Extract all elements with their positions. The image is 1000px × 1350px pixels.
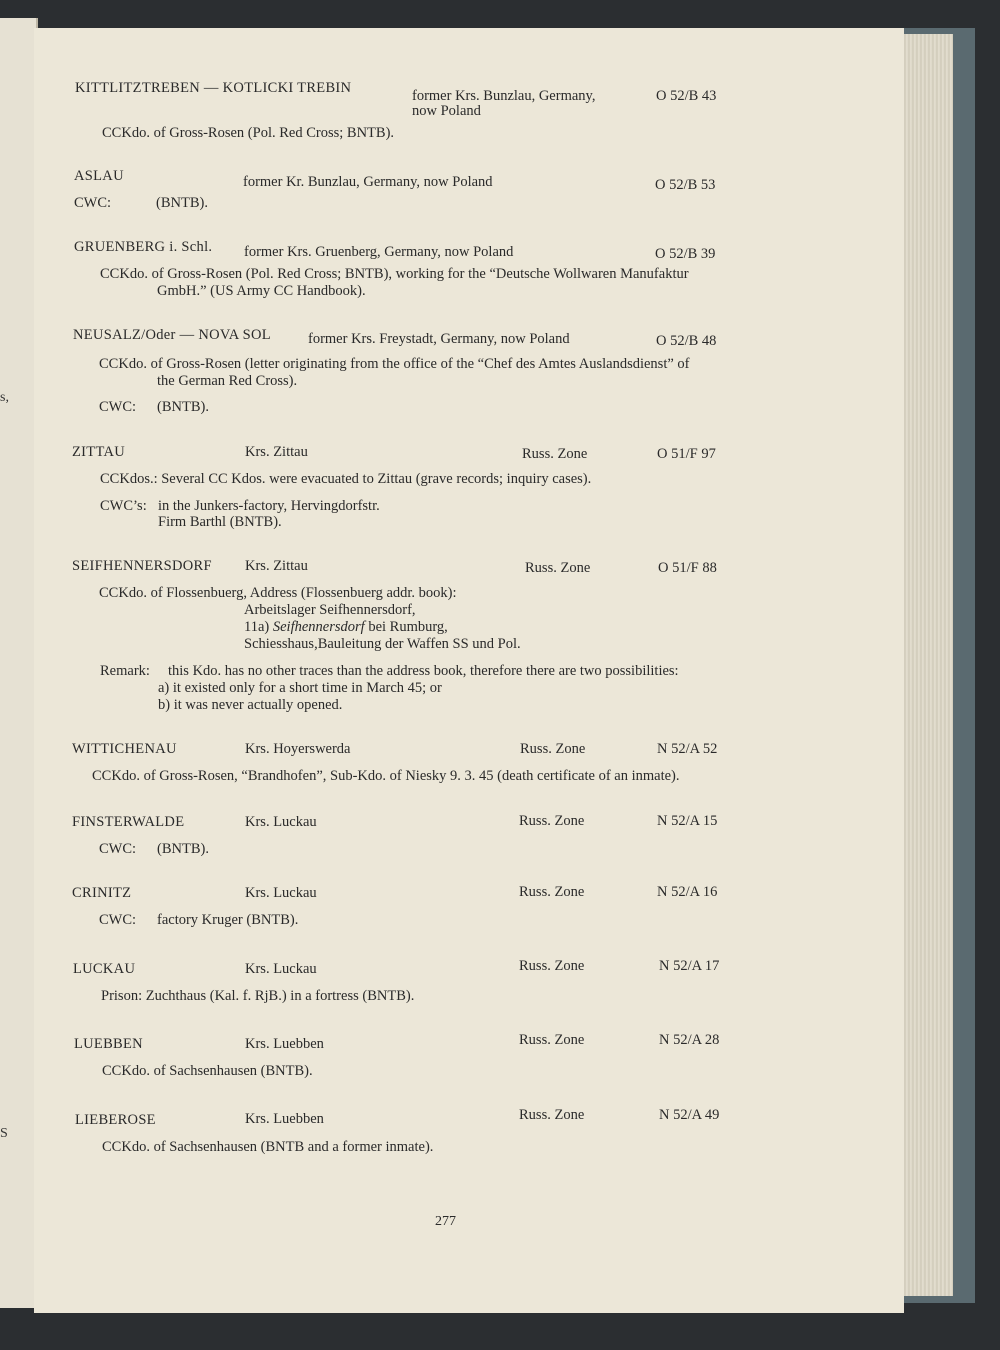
entry-note: b) it was never actually opened. bbox=[158, 697, 343, 713]
entry-note bbox=[244, 619, 448, 636]
entry-zone: Russ. Zone bbox=[519, 1032, 585, 1048]
entry-note: CCKdo. of Sachsenhausen (BNTB). bbox=[102, 1063, 313, 1079]
entry-name: KITTLITZTREBEN — KOTLICKI TREBIN bbox=[75, 80, 352, 96]
entry-grid-ref: O 52/B 53 bbox=[655, 177, 716, 193]
entry-district: Krs. Luebben bbox=[245, 1111, 324, 1127]
entry-grid-ref: N 52/A 17 bbox=[659, 958, 720, 974]
entry-grid-ref: N 52/A 52 bbox=[657, 741, 718, 757]
entry-grid-ref: N 52/A 28 bbox=[659, 1032, 720, 1048]
entry-zone: Russ. Zone bbox=[519, 813, 585, 829]
entry-note: in the Junkers-factory, Hervingdorfstr. bbox=[158, 498, 380, 514]
entry-note: Prison: Zuchthaus (Kal. f. RjB.) in a fortress (BNTB). bbox=[101, 988, 415, 1004]
entry-note-label: CWC: bbox=[74, 195, 112, 211]
entry-grid-ref: N 52/A 15 bbox=[657, 813, 718, 829]
entry-note-label: CWC: bbox=[99, 912, 137, 928]
entry-zone: Russ. Zone bbox=[519, 884, 585, 900]
entry-note: (BNTB). bbox=[156, 195, 208, 211]
entry-zone: Russ. Zone bbox=[525, 560, 591, 576]
entry-note: CCKdos.: Several CC Kdos. were evacuated to Zittau (grave records; inquiry cases). bbox=[100, 471, 592, 487]
entry-district: Krs. Hoyerswerda bbox=[245, 741, 351, 757]
entry-grid-ref: N 52/A 16 bbox=[657, 884, 718, 900]
entry-note: GmbH.” (US Army CC Handbook). bbox=[157, 283, 366, 299]
entry-name: LUCKAU bbox=[73, 961, 136, 977]
entry-zone: Russ. Zone bbox=[519, 958, 585, 974]
left-page-fragment: s, bbox=[0, 390, 9, 405]
entry-note: factory Kruger (BNTB). bbox=[157, 912, 299, 928]
entry-name: SEIFHENNERSDORF bbox=[72, 558, 212, 574]
entry-location: former Kr. Bunzlau, Germany, now Poland bbox=[243, 174, 493, 190]
entry-location: former Krs. Bunzlau, Germany, bbox=[412, 88, 596, 104]
entry-district: Krs. Zittau bbox=[245, 444, 308, 460]
entry-note: CCKdo. of Gross-Rosen, “Brandhofen”, Sub-Kdo. of Niesky 9. 3. 45 (death certificate of an inmate). bbox=[92, 768, 680, 784]
entry-note: CCKdo. of Gross-Rosen (Pol. Red Cross; BNTB). bbox=[102, 125, 395, 141]
entry-grid-ref: O 51/F 88 bbox=[658, 560, 717, 576]
entry-zone: Russ. Zone bbox=[519, 1107, 585, 1123]
entry-note: bei Rumburg, bbox=[368, 619, 448, 635]
entry-location: former Krs. Gruenberg, Germany, now Poland bbox=[244, 244, 514, 260]
entry-district: Krs. Luckau bbox=[245, 885, 317, 901]
entry-district: Krs. Luckau bbox=[245, 961, 317, 977]
entry-district: Krs. Luebben bbox=[245, 1036, 324, 1052]
entry-note: CCKdo. of Gross-Rosen (Pol. Red Cross; BNTB), working for the “Deutsche Wollwaren Manufaktur bbox=[100, 266, 689, 282]
entry-note-italic: Seifhennersdorf bbox=[272, 619, 365, 635]
entry-name: LUEBBEN bbox=[74, 1036, 143, 1052]
entry-grid-ref: O 52/B 43 bbox=[656, 88, 717, 104]
entry-note-label: CWC’s: bbox=[100, 498, 147, 514]
page-number: 277 bbox=[435, 1214, 456, 1229]
entry-name: CRINITZ bbox=[72, 885, 132, 901]
entry-grid-ref: O 52/B 39 bbox=[655, 246, 716, 262]
left-page-fragment: S bbox=[0, 1126, 8, 1141]
entry-note-label: Remark: bbox=[100, 663, 150, 679]
entry-name: NEUSALZ/Oder — NOVA SOL bbox=[73, 327, 271, 343]
left-page-edge bbox=[0, 18, 38, 1308]
entry-name: GRUENBERG i. Schl. bbox=[74, 239, 213, 255]
entry-district: Krs. Luckau bbox=[245, 814, 317, 830]
entry-note-label: CWC: bbox=[99, 399, 137, 415]
entry-note: 11a) bbox=[244, 619, 270, 635]
entry-name: WITTICHENAU bbox=[72, 741, 177, 757]
entry-grid-ref: N 52/A 49 bbox=[659, 1107, 720, 1123]
entry-name: LIEBEROSE bbox=[75, 1112, 156, 1128]
entry-note-label: CWC: bbox=[99, 841, 137, 857]
entry-note: the German Red Cross). bbox=[157, 373, 298, 389]
entry-name: ASLAU bbox=[74, 168, 124, 184]
entry-note: (BNTB). bbox=[157, 399, 209, 415]
entry-location: now Poland bbox=[412, 103, 481, 119]
entry-name: FINSTERWALDE bbox=[72, 814, 185, 830]
entry-grid-ref: O 52/B 48 bbox=[656, 333, 717, 349]
entry-location: former Krs. Freystadt, Germany, now Poland bbox=[308, 331, 570, 347]
entry-zone: Russ. Zone bbox=[522, 446, 588, 462]
entry-district: Krs. Zittau bbox=[245, 558, 308, 574]
page-content bbox=[34, 28, 904, 1313]
entry-note: CCKdo. of Flossenbuerg, Address (Flossenbuerg addr. book): bbox=[99, 585, 457, 601]
entry-note: (BNTB). bbox=[157, 841, 209, 857]
entry-name: ZITTAU bbox=[72, 444, 125, 460]
entry-grid-ref: O 51/F 97 bbox=[657, 446, 716, 462]
entry-note: Firm Barthl (BNTB). bbox=[158, 514, 282, 530]
entry-note: CCKdo. of Sachsenhausen (BNTB and a former inmate). bbox=[102, 1139, 434, 1155]
entry-note: Arbeitslager Seifhennersdorf, bbox=[244, 602, 416, 618]
entry-zone: Russ. Zone bbox=[520, 741, 586, 757]
entry-note: Schiesshaus,Bauleitung der Waffen SS und Pol. bbox=[244, 636, 521, 652]
book-page-edges bbox=[895, 28, 975, 1303]
entry-note: CCKdo. of Gross-Rosen (letter originating from the office of the “Chef des Amtes Auslandsdienst” of bbox=[99, 356, 690, 372]
entry-note: this Kdo. has no other traces than the address book, therefore there are two possibilities: bbox=[168, 663, 679, 679]
book-page bbox=[34, 28, 904, 1313]
entry-note: a) it existed only for a short time in March 45; or bbox=[158, 680, 442, 696]
